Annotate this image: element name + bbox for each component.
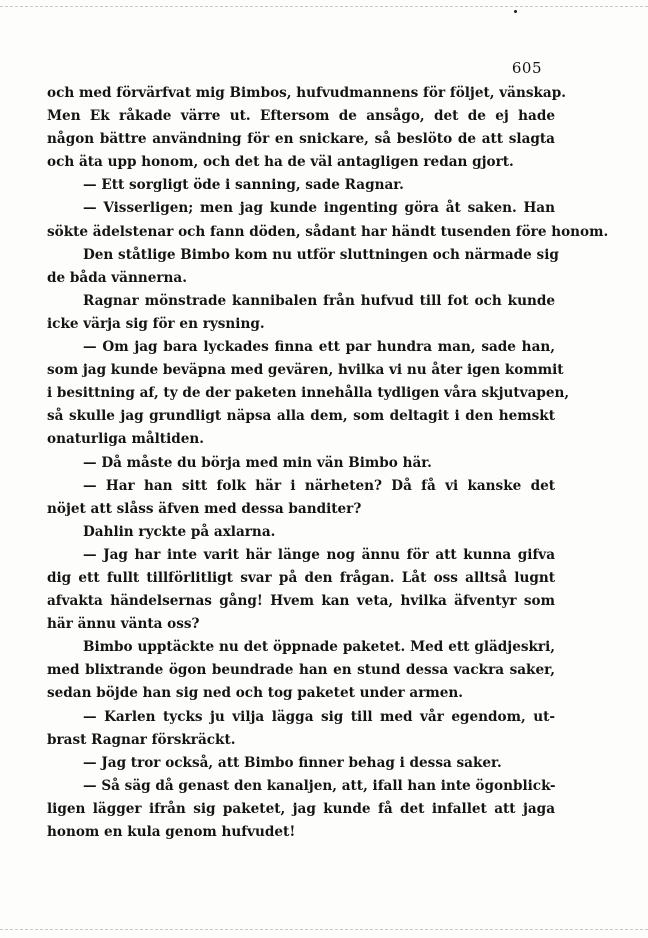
text-line: — Då måste du börja med min vän Bimbo här.: [83, 454, 432, 471]
page-number: 605: [511, 59, 542, 77]
text-line: sedan böjde han sig ned och tog paketet under armen.: [47, 685, 464, 702]
text-line: ligen lägger ifrån sig paketet, jag kunde få det infallet att jaga: [47, 800, 555, 817]
text-line: icke värja sig för en rysning.: [47, 315, 265, 332]
text-line: — Jag har inte varit här länge nog ännu för att kunna gifva: [83, 546, 555, 563]
text-line: — Om jag bara lyckades finna ett par hundra man, sade han,: [83, 339, 555, 356]
text-line: honom en kula genom hufvudet!: [47, 824, 296, 840]
text-line: afvakta händelsernas gång! Hvem kan veta, hvilka äfventyr som: [47, 593, 555, 610]
text-line: Dahlin ryckte på axlarna.: [83, 523, 276, 540]
text-line: dig ett fullt tillförlitligt svar på den frågan. Låt oss alltså lugnt: [47, 569, 555, 586]
text-line: — Ett sorgligt öde i sanning, sade Ragnar.: [83, 177, 404, 194]
text-line: Bimbo upptäckte nu det öppnade paketet. Med ett glädjeskri,: [83, 639, 555, 656]
text-line: onaturliga måltiden.: [47, 431, 205, 448]
text-line: de båda vännerna.: [47, 269, 187, 286]
top-edge-line: [0, 6, 648, 7]
text-line: brast Ragnar förskräckt.: [47, 731, 236, 748]
text-line: — Har han sitt folk här i närheten? Då få vi kanske det: [83, 477, 555, 494]
text-line: så skulle jag grundligt näpsa alla dem, som deltagit i den hemskt: [47, 408, 555, 425]
text-line: i besittning af, ty de der paketen innehålla tydligen våra skjutvapen,: [47, 385, 570, 402]
bottom-edge-line: [0, 929, 648, 930]
text-line: Den ståtlige Bimbo kom nu utför sluttningen och närmade sig: [83, 246, 559, 263]
text-line: sökte ädelstenar och fann döden, sådant har händt tusenden före honom.: [47, 223, 609, 240]
text-line: — Karlen tycks ju vilja lägga sig till med vår egendom, ut-: [83, 708, 555, 725]
text-line: och med förvärfvat mig Bimbos, hufvudmannens för följet, vänskap.: [47, 85, 566, 101]
body-text: [47, 82, 609, 844]
text-line: här ännu vänta oss?: [47, 616, 200, 633]
text-line: som jag kunde beväpna med gevären, hvilka vi nu åter igen kommit: [47, 362, 564, 379]
ink-speck: [514, 10, 517, 13]
text-line: någon bättre användning för en snickare, så beslöto de att slagta: [47, 131, 555, 148]
text-line: Ragnar mönstrade kannibalen från hufvud till fot och kunde: [83, 292, 555, 309]
text-line: — Visserligen; men jag kunde ingenting göra åt saken. Han: [83, 200, 555, 217]
text-line: med blixtrande ögon beundrade han en stund dessa vackra saker,: [47, 662, 555, 679]
text-line: och äta upp honom, och det ha de väl antagligen redan gjort.: [47, 154, 514, 171]
text-line: — Så säg då genast den kanaljen, att, ifall han inte ögonblick-: [83, 777, 556, 794]
text-line: nöjet att slåss äfven med dessa banditer?: [47, 500, 362, 517]
text-line: — Jag tror också, att Bimbo finner behag i dessa saker.: [83, 754, 502, 771]
text-line: Men Ek råkade värre ut. Eftersom de ansågo, det de ej hade: [47, 108, 555, 125]
